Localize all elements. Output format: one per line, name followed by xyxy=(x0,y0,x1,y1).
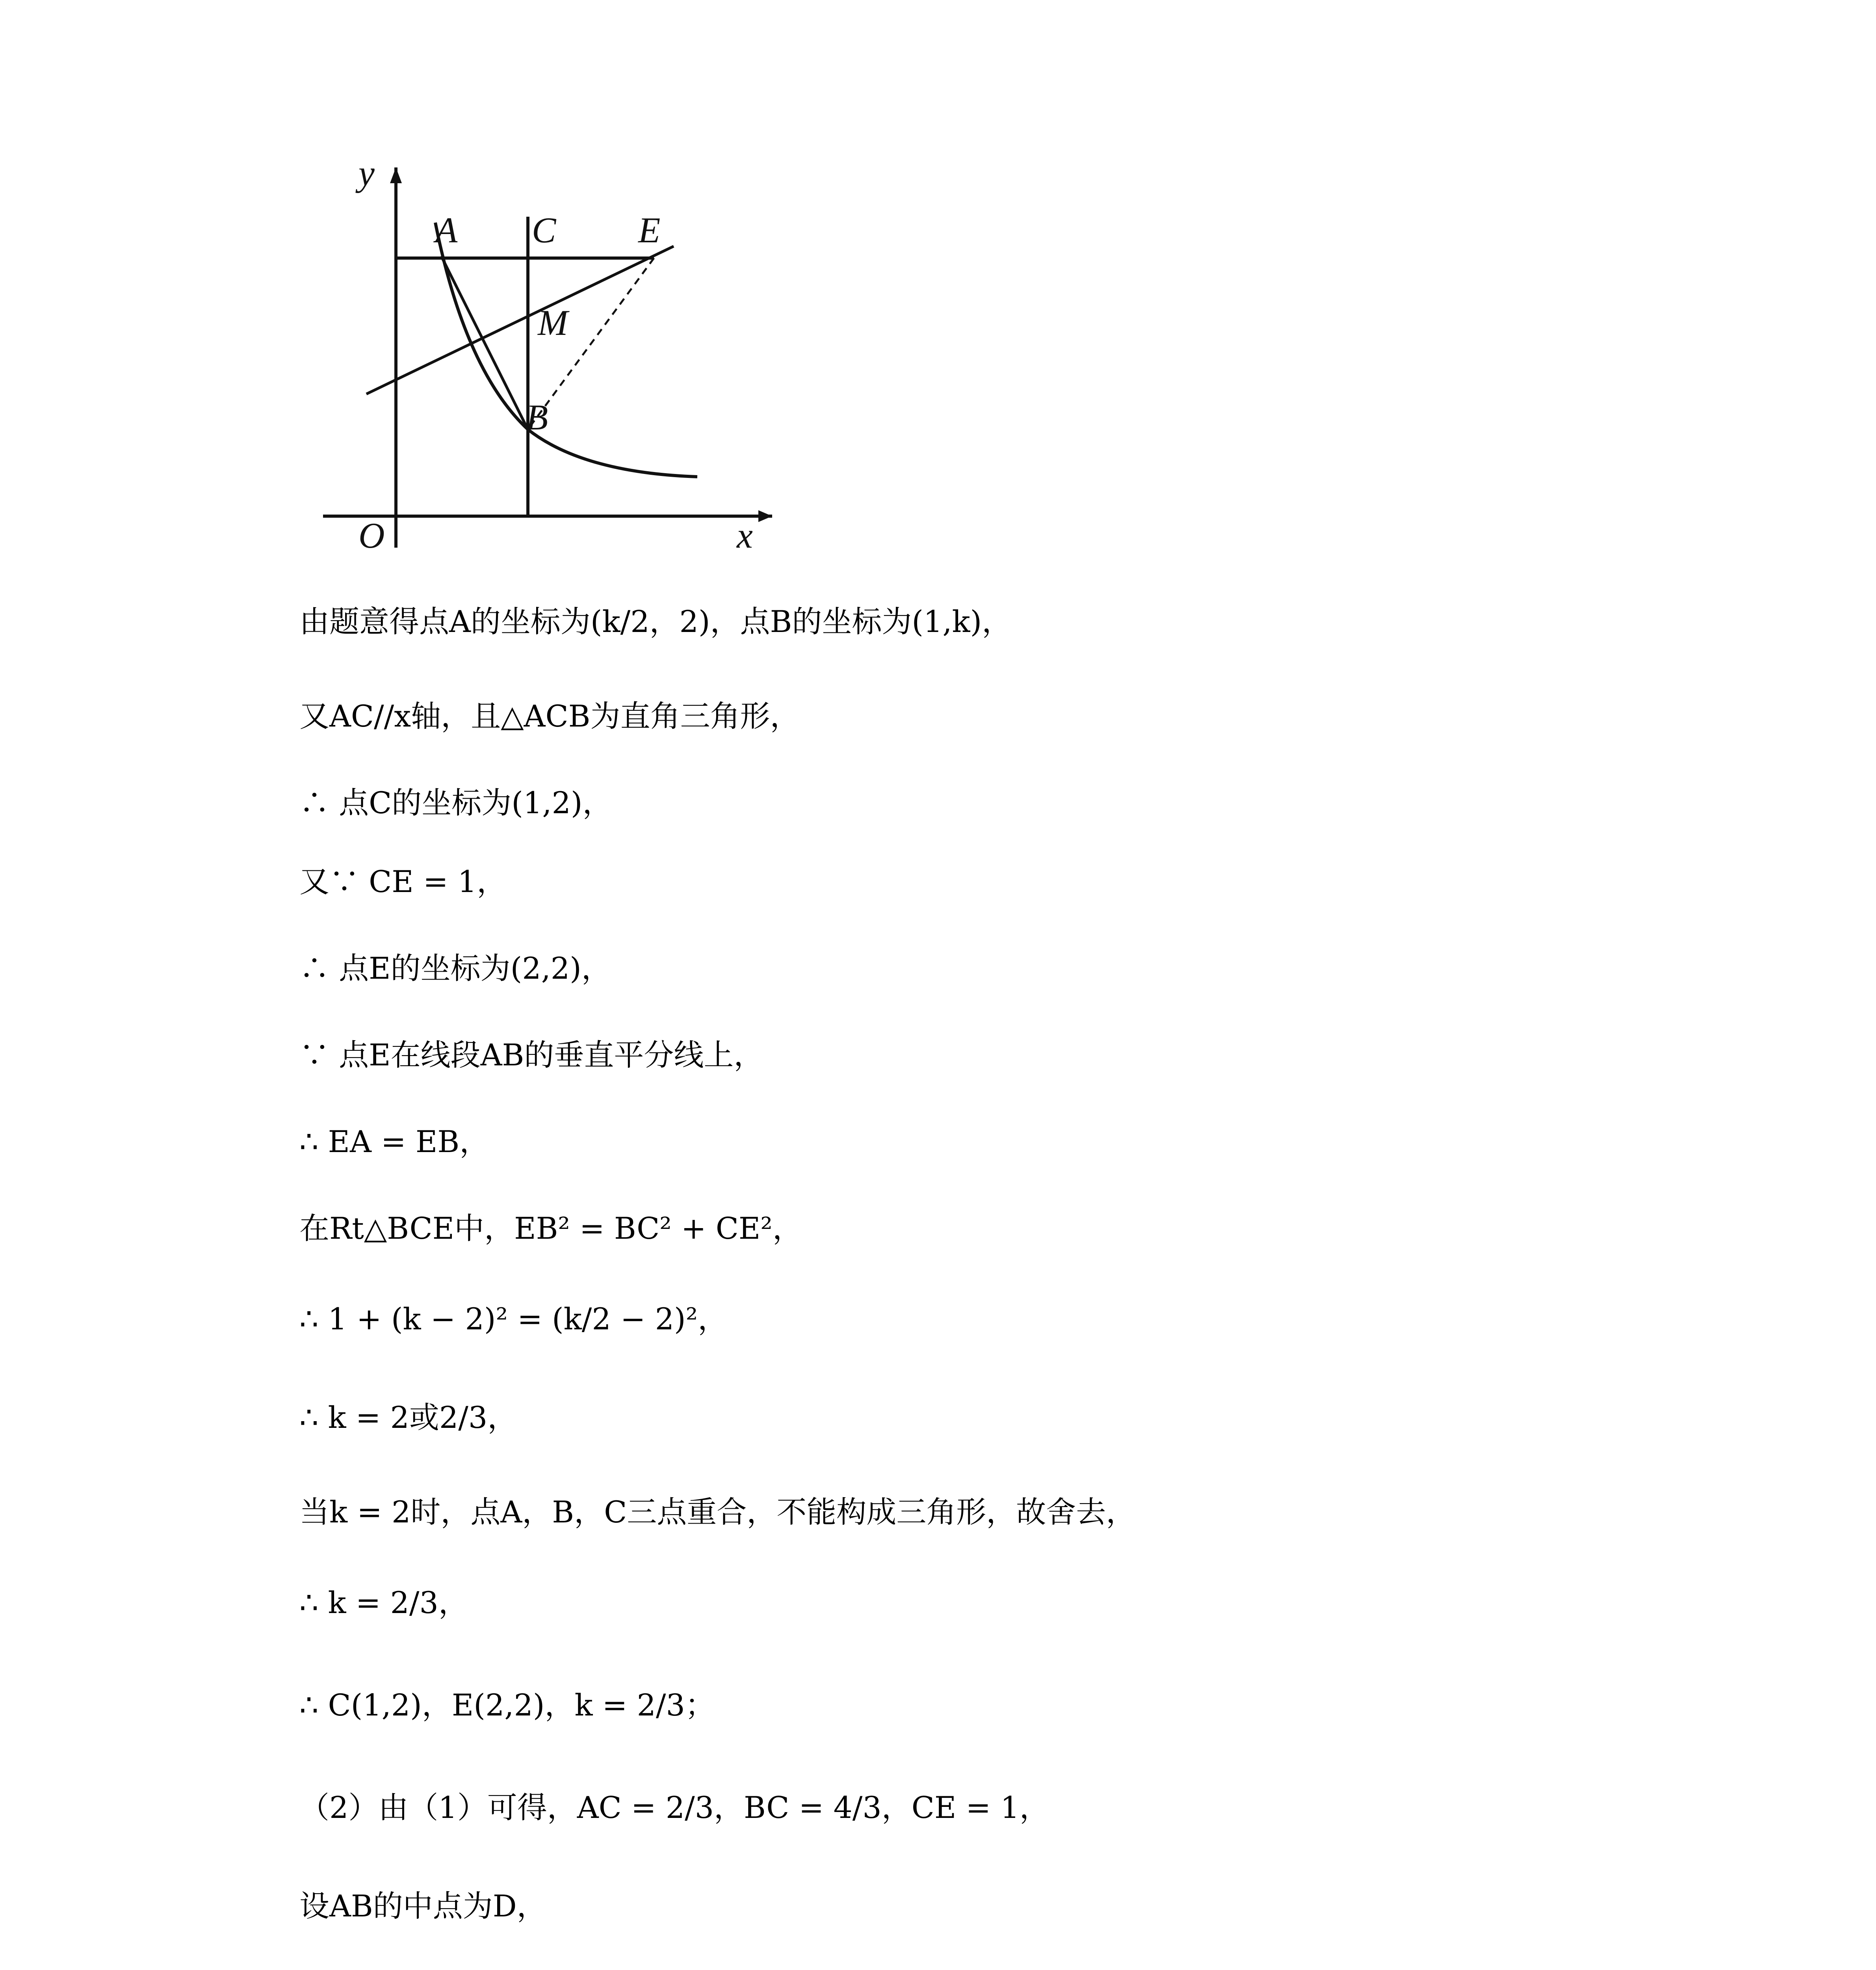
solution-line-14: （2）由（1）可得，AC = 2/3，BC = 4/3，CE = 1， xyxy=(299,1790,1049,1825)
label-o: O xyxy=(358,515,385,556)
geometry-diagram xyxy=(299,150,772,583)
x-axis-arrow xyxy=(758,510,772,522)
coordinate-figure xyxy=(299,150,772,583)
solution-line-8: 在Rt△BCE中，EB² = BC² + CE²， xyxy=(299,1211,802,1246)
solution-line-13: ∴ C(1,2)，E(2,2)，k = 2/3； xyxy=(299,1688,715,1723)
label-a: A xyxy=(435,210,458,250)
bisector-line xyxy=(366,246,674,394)
solution-line-6: ∵ 点E在线段AB的垂直平分线上， xyxy=(299,1037,764,1072)
label-x: x xyxy=(737,515,753,556)
y-axis-arrow xyxy=(390,167,402,183)
solution-line-11: 当k = 2时，点A，B，C三点重合，不能构成三角形，故舍去， xyxy=(299,1494,1136,1530)
solution-line-2: 又AC//x轴，且△ACB为直角三角形， xyxy=(299,699,800,734)
solution-line-9: ∴ 1 + (k − 2)² = (k/2 − 2)²， xyxy=(299,1301,728,1336)
solution-line-10: ∴ k = 2或2/3， xyxy=(299,1400,518,1435)
label-m: M xyxy=(538,303,568,343)
label-b: B xyxy=(526,397,548,437)
label-y: y xyxy=(358,153,375,193)
solution-line-15: 设AB的中点为D， xyxy=(299,1888,547,1924)
solution-line-4: 又∵ CE = 1， xyxy=(299,864,507,899)
label-c: C xyxy=(532,210,556,250)
solution-line-7: ∴ EA = EB， xyxy=(299,1124,490,1159)
solution-line-5: ∴ 点E的坐标为(2,2)， xyxy=(299,951,611,986)
hyperbola-curve xyxy=(435,223,697,477)
label-e: E xyxy=(638,210,661,250)
segment-ab xyxy=(441,256,528,429)
solution-line-12: ∴ k = 2/3， xyxy=(299,1585,468,1620)
solution-line-1: 由题意得点A的坐标为(k/2，2)，点B的坐标为(1,k)， xyxy=(299,604,1012,639)
solution-line-3: ∴ 点C的坐标为(1,2)， xyxy=(299,785,613,820)
